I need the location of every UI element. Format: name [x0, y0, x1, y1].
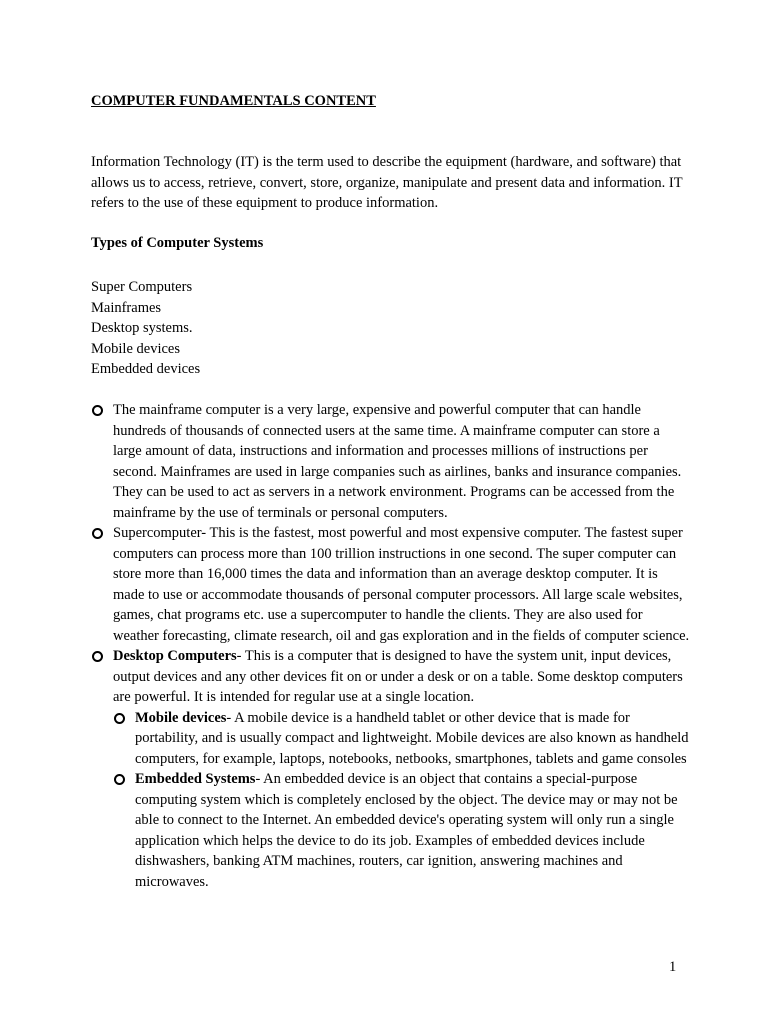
type-item-embedded-devices: Embedded devices	[91, 361, 201, 377]
type-item-super-computers: Super Computers	[91, 279, 193, 295]
list-item-mainframe	[91, 400, 691, 523]
list-item-embedded-systems	[91, 769, 691, 892]
circle-bullet-icon	[114, 713, 125, 724]
description-list	[91, 400, 691, 892]
bullet-term: Embedded Systems	[135, 771, 256, 787]
bullet-text: Supercomputer- This is the fastest, most powerful and most expensive computer. The fastest super computers can process more than 100 trillion instructions in one second. The super computer can store more than 16,000 times the data and information than an average desktop computer. It is made to use or accommodate thousands of personal computer processors. All large scale websites, games, chat programs etc. use a supercomputer to handle the clients. They are also used for weather forecasting, climate research, oil and gas exploration and in the fields of computer science.	[113, 525, 690, 644]
bullet-text: The mainframe computer is a very large, expensive and powerful computer that can handle hundreds of thousands of connected users at the same time. A mainframe computer can store a large amount of data, instructions and information and processes millions of instructions per second. Mainframes are used in large companies such as airlines, banks and insurance companies. They can be used to act as servers in a network environment. Programs can be accessed from the mainframe by the use of terminals or personal computers.	[113, 402, 682, 521]
bullet-text: - This is a computer that is designed to have the system unit, input devices, output devices and any other devices fit on or under a desk or on a table. Some desktop computers are powerful. It is intended for regular use at a single location.	[113, 648, 683, 705]
page-number: 1	[669, 959, 677, 975]
list-item-desktop-computers	[91, 646, 691, 708]
circle-bullet-icon	[92, 651, 103, 662]
bullet-text: - An embedded device is an object that contains a special-purpose computing system which is completely enclosed by the object. The device may or may not be able to connect to the Internet. An embedded device's operating system will only run a single application which helps the device to do its job. Examples of embedded devices include dishwashers, banking ATM machines, routers, car ignition, answering machines and microwaves.	[135, 771, 678, 890]
type-item-desktop-systems: Desktop systems.	[91, 320, 193, 336]
circle-bullet-icon	[92, 405, 103, 416]
bullet-text: - A mobile device is a handheld tablet or other device that is made for portability, and is usually compact and lightweight. Mobile devices are also known as handheld computers, for example, laptops, notebooks, netbooks, smartphones, tablets and game consoles	[135, 709, 689, 767]
type-item-mobile-devices: Mobile devices	[91, 340, 180, 357]
document-title: COMPUTER FUNDAMENTALS CONTENT	[91, 93, 376, 109]
type-item-mainframes: Mainframes	[91, 299, 162, 316]
intro-paragraph: Information Technology (IT) is the term used to describe the equipment (hardware, and software) that allows us to access, retrieve, convert, store, organize, manipulate and present data and information. IT refers to the use of these equipment to produce information.	[91, 154, 683, 211]
list-item-mobile-devices	[91, 708, 691, 770]
circle-bullet-icon	[114, 774, 125, 785]
types-heading: Types of Computer Systems	[91, 235, 264, 251]
types-list	[91, 277, 200, 380]
bullet-term: Mobile devices	[135, 709, 227, 726]
circle-bullet-icon	[92, 528, 103, 539]
bullet-term: Desktop Computers	[113, 648, 237, 664]
list-item-supercomputer	[91, 523, 691, 646]
